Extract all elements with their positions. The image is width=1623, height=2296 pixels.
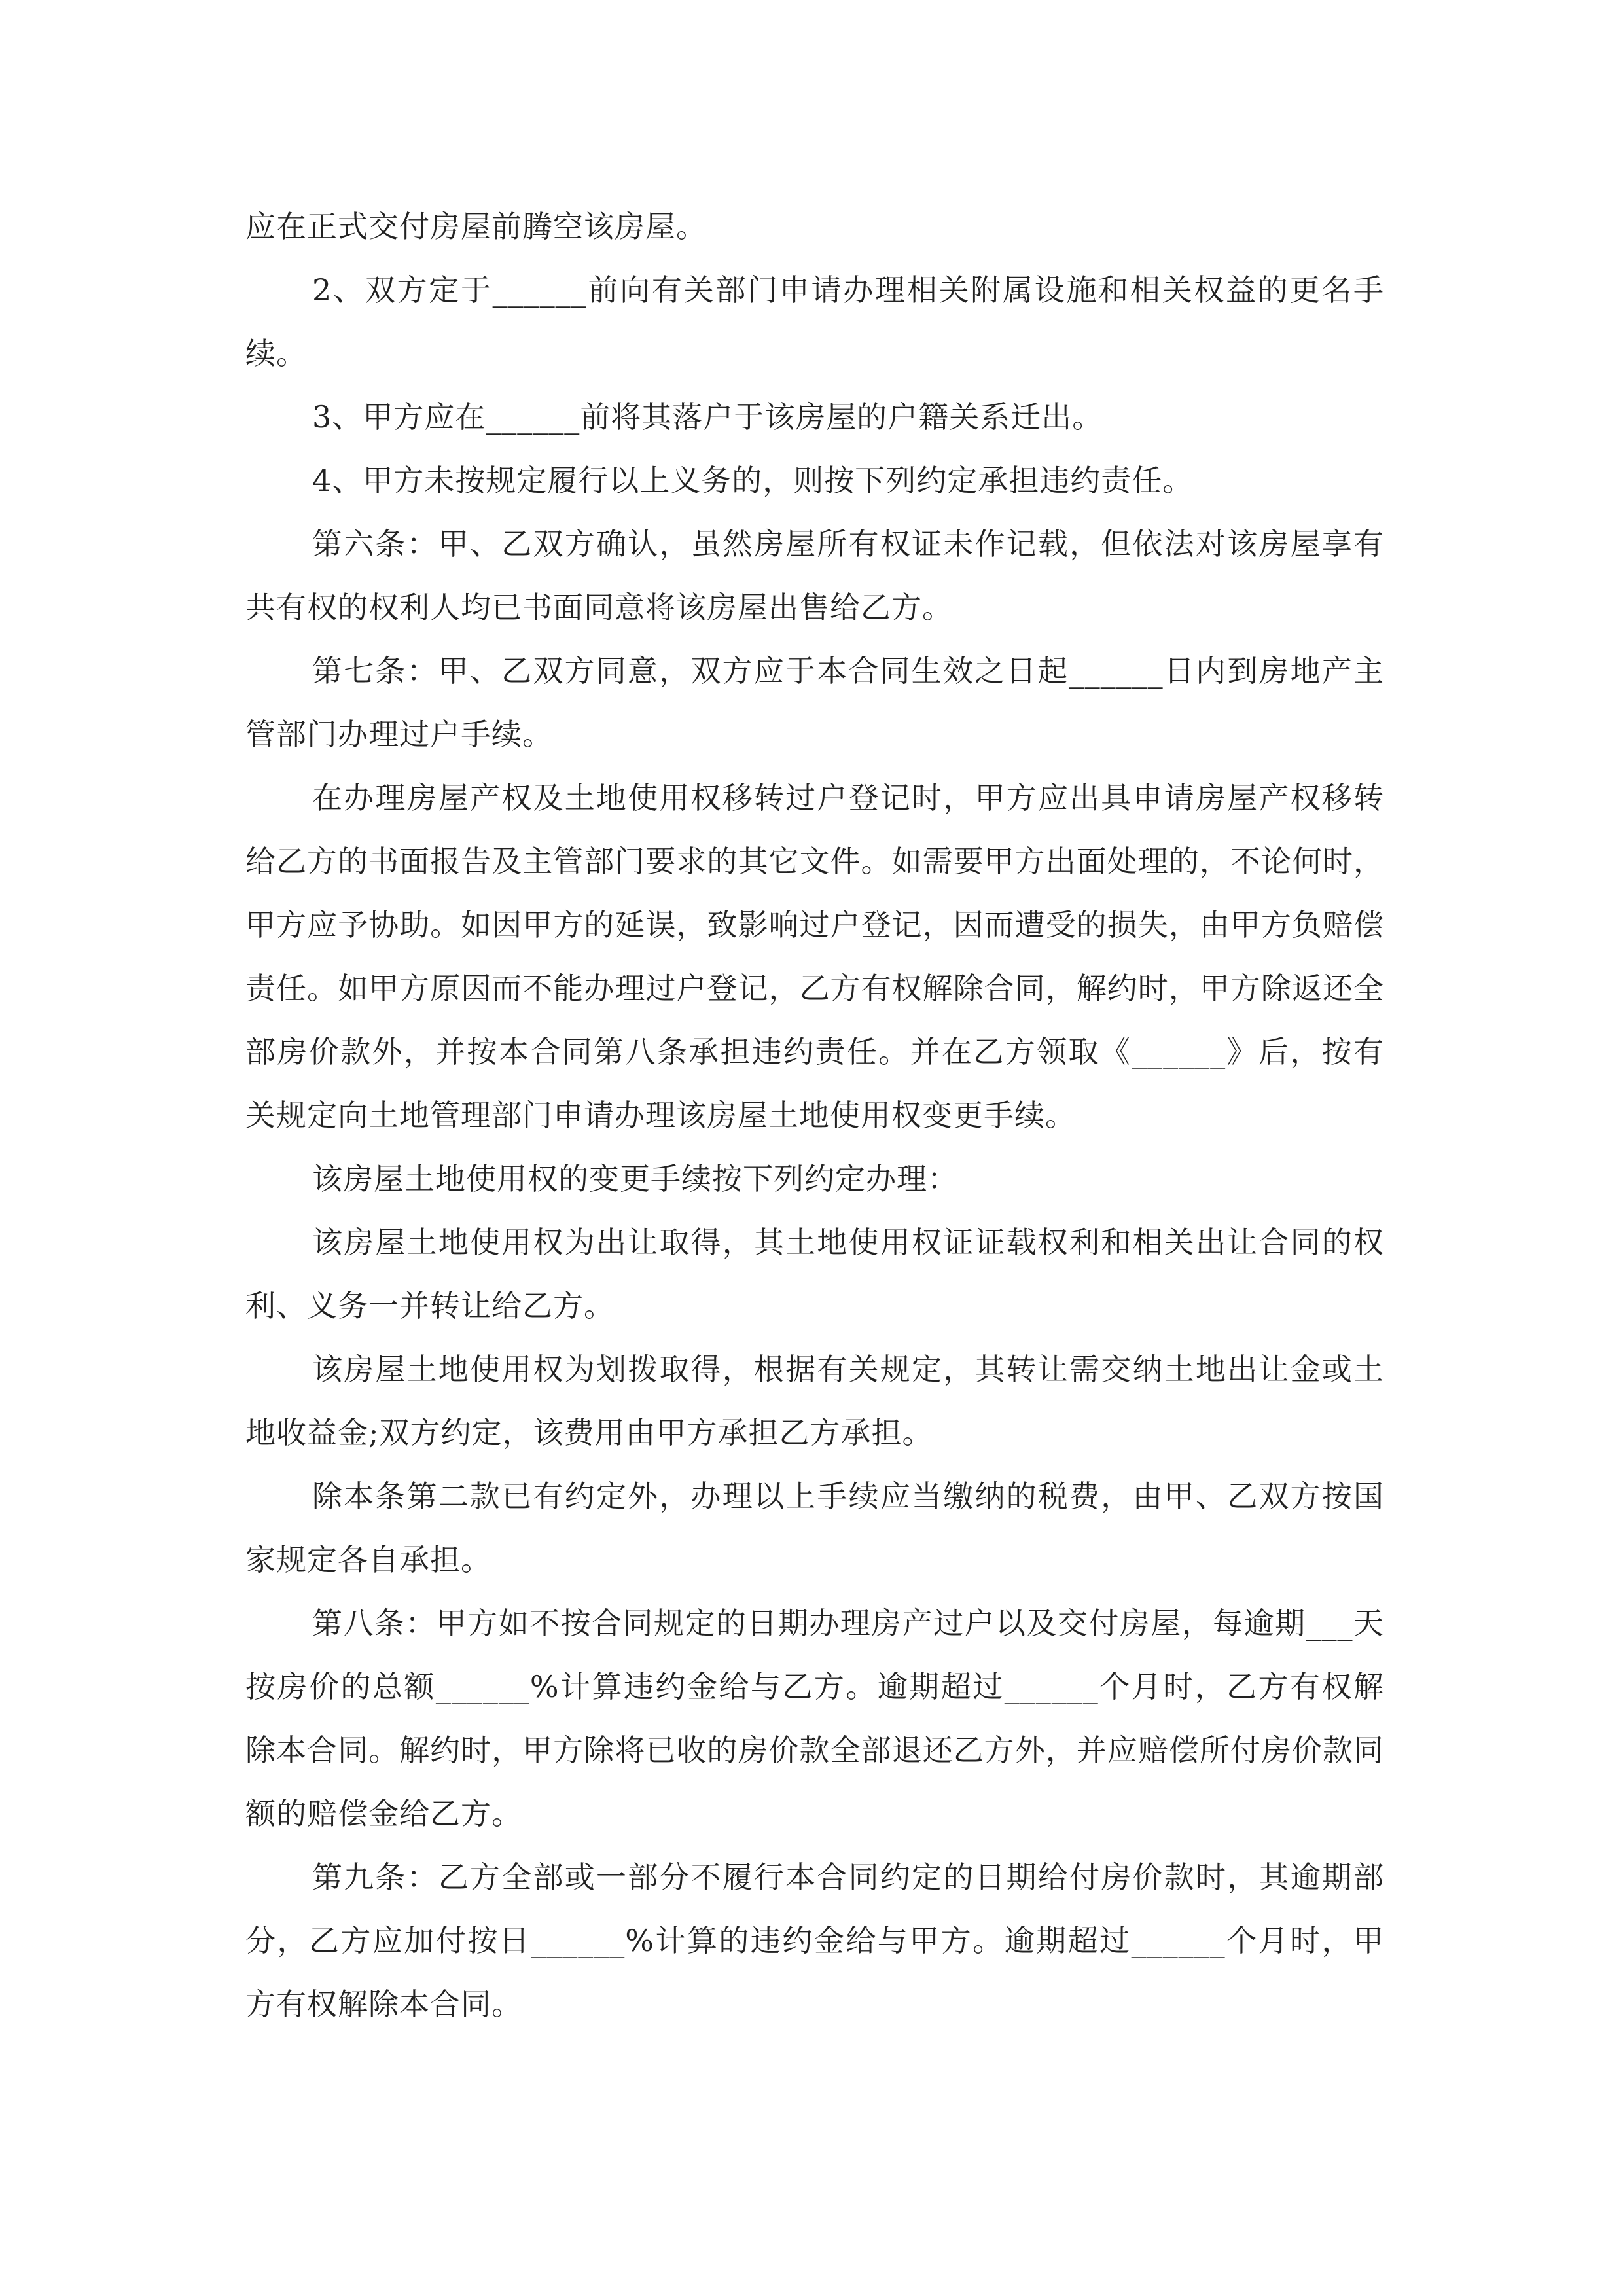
paragraph-land-use-change: 该房屋土地使用权的变更手续按下列约定办理： bbox=[312, 1161, 958, 1196]
paragraph-vacate-house: 应在正式交付房屋前腾空该房屋。 bbox=[245, 209, 707, 244]
paragraph-article-9: 第九条：乙方全部或一部分不履行本合同约定的日期给付房价款时，其逾期部分，乙方应加付按日______%计算的违约金给与甲方。逾期超过______个月时，甲方有权解除本合同。 bbox=[245, 1859, 1384, 2022]
paragraph-clause-4-liability: 4、甲方未按规定履行以上义务的，则按下列约定承担违约责任。 bbox=[312, 463, 1194, 498]
paragraph-article-8: 第八条：甲方如不按合同规定的日期办理房产过户以及交付房屋，每逾期___天按房价的总额______%计算违约金给与乙方。逾期超过______个月时，乙方有权解除本合同。解约时，甲方除将已收的房价款全部退还乙方外，并应赔偿所付房价款同额的赔偿金给乙方。 bbox=[245, 1605, 1384, 1831]
paragraph-clause-3-household: 3、甲方应在______前将其落户于该房屋的户籍关系迁出。 bbox=[312, 399, 1103, 435]
paragraph-land-allocation: 该房屋土地使用权为划拨取得，根据有关规定，其转让需交纳土地出让金或土地收益金;双方约定，该费用由甲方承担乙方承担。 bbox=[245, 1352, 1384, 1450]
paragraph-article-6: 第六条：甲、乙双方确认，虽然房屋所有权证未作记载，但依法对该房屋享有共有权的权利人均已书面同意将该房屋出售给乙方。 bbox=[245, 526, 1384, 625]
paragraph-article-7: 第七条：甲、乙双方同意，双方应于本合同生效之日起______日内到房地产主管部门办理过户手续。 bbox=[245, 653, 1384, 752]
paragraph-taxes: 除本条第二款已有约定外，办理以上手续应当缴纳的税费，由甲、乙双方按国家规定各自承担。 bbox=[245, 1479, 1384, 1577]
paragraph-land-transfer-grant: 该房屋土地使用权为出让取得，其土地使用权证证载权利和相关出让合同的权利、义务一并转让给乙方。 bbox=[245, 1225, 1384, 1323]
contract-body bbox=[245, 195, 1384, 2036]
paragraph-clause-2-rename: 2、双方定于______前向有关部门申请办理相关附属设施和相关权益的更名手续。 bbox=[245, 272, 1384, 371]
paragraph-transfer-registration: 在办理房屋产权及土地使用权移转过户登记时，甲方应出具申请房屋产权移转给乙方的书面报告及主管部门要求的其它文件。如需要甲方出面处理的，不论何时，甲方应予协助。如因甲方的延误，致影响过户登记，因而遭受的损失，由甲方负赔偿责任。如甲方原因而不能办理过户登记，乙方有权解除合同，解约时，甲方除返还全部房价款外，并按本合同第八条承担违约责任。并在乙方领取《______》后，按有关规定向土地管理部门申请办理该房屋土地使用权变更手续。 bbox=[245, 780, 1384, 1133]
